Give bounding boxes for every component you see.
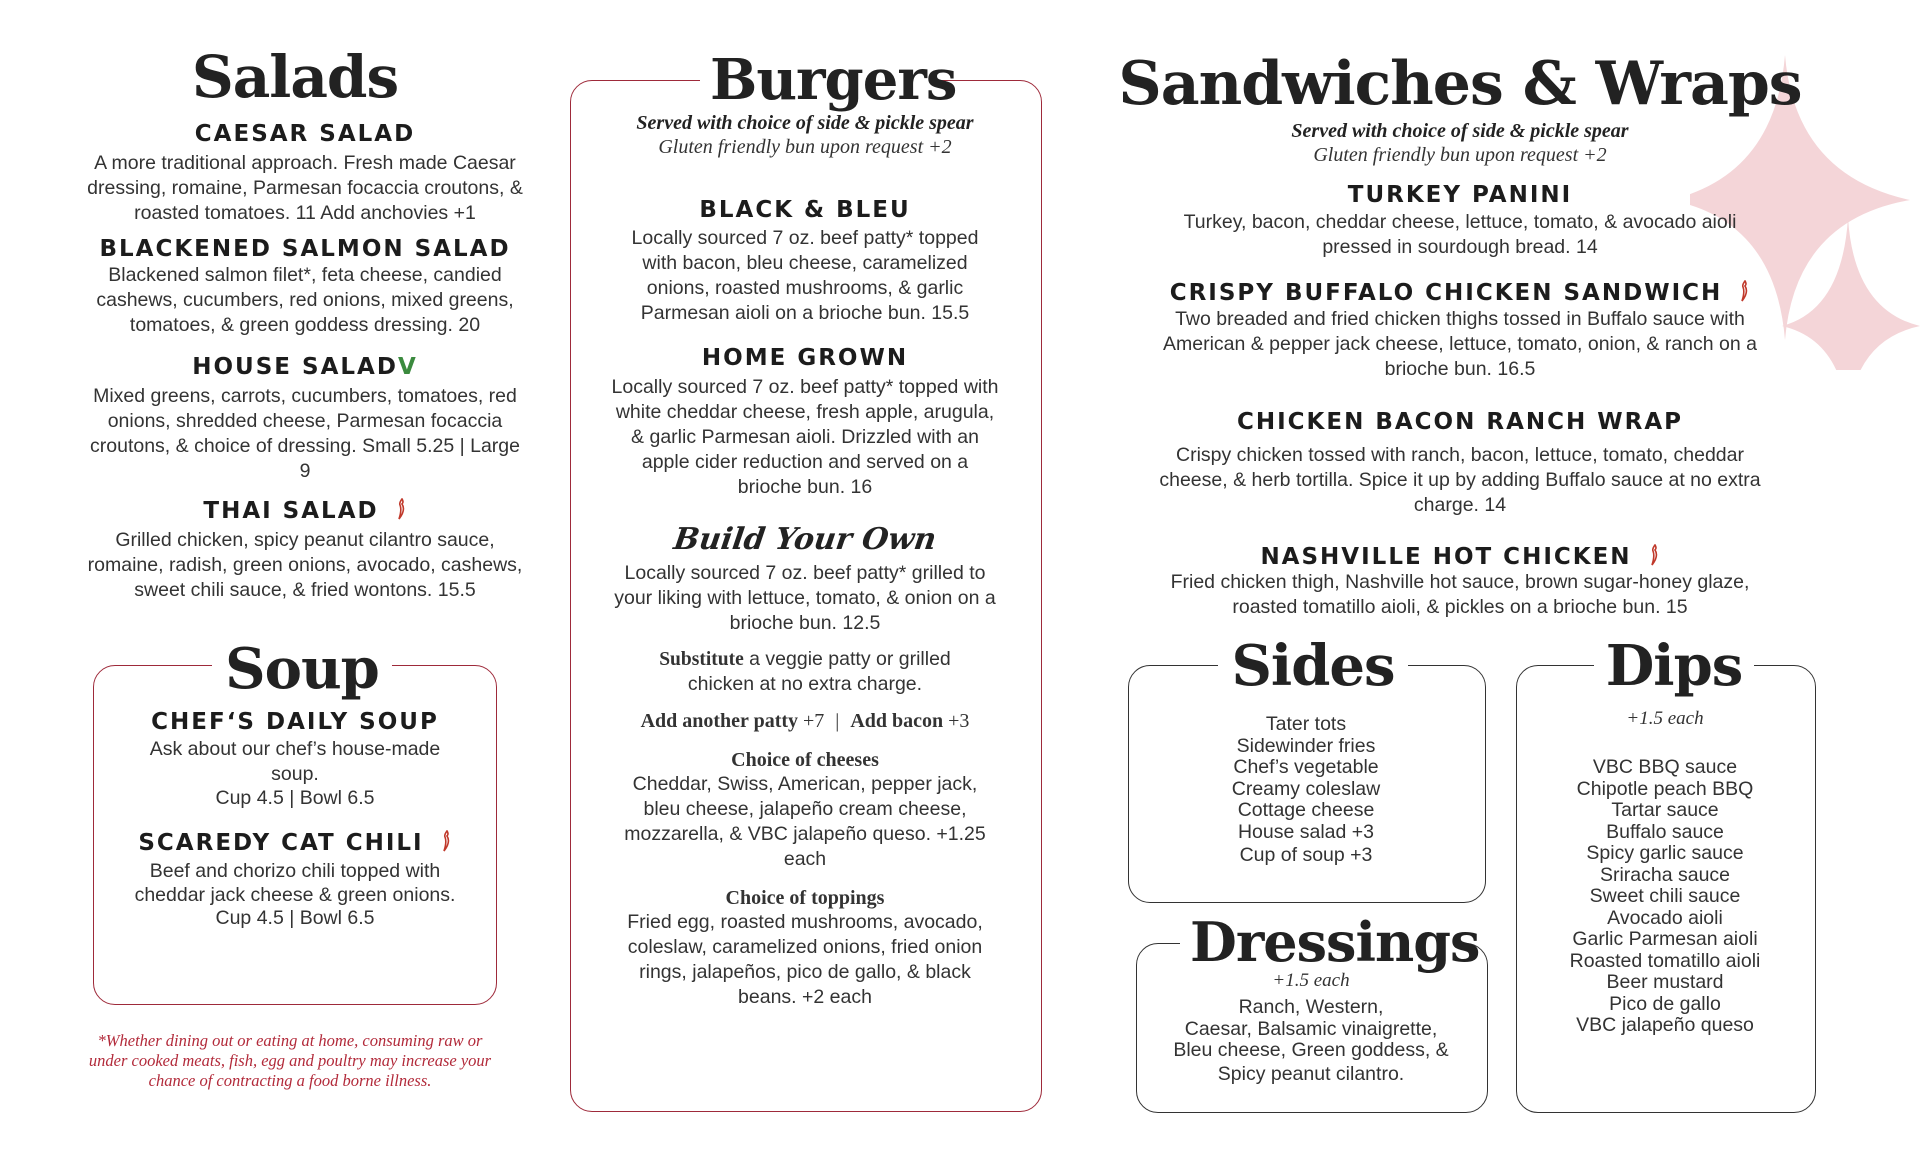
item-name: HOME GROWN — [701, 345, 909, 372]
dips-title: Dips — [1594, 638, 1754, 694]
list-item: Sriracha sauce — [1599, 863, 1731, 886]
salads-title: Salads — [191, 43, 399, 111]
burgers-subtitle: Served with choice of side & pickle spear — [636, 112, 974, 134]
dips-note: +1.5 each — [1626, 708, 1704, 729]
toppings-title: Choice of toppings — [725, 886, 885, 909]
menu-item — [85, 355, 525, 484]
list-item: Ranch, Western, — [1238, 996, 1384, 1018]
item-description: Mixed greens, carrots, cucumbers, tomatoes, red onions, shredded cheese, Parmesan focaccia croutons, & choice of dressing. Small 5.25 | Large 9 — [90, 384, 520, 482]
item-description: Locally sourced 7 oz. beef patty* topped with white cheddar cheese, fresh apple, arugula, & garlic Parmesan aioli. Drizzled with an apple cider reduction and served on a brioche bun. 16 — [611, 375, 999, 498]
menu-item — [1145, 410, 1775, 518]
list-item: VBC BBQ sauce — [1592, 756, 1738, 778]
sides-list — [1140, 714, 1472, 867]
add-bacon-price: +3 — [943, 709, 970, 732]
item-name: CAESAR SALAD — [194, 121, 416, 147]
item-name: TURKEY PANINI — [1347, 182, 1573, 208]
menu-item — [1145, 183, 1775, 260]
dips-content — [1520, 708, 1810, 1037]
list-item: Tartar sauce — [1611, 799, 1719, 821]
list-item: Roasted tomatillo aioli — [1569, 949, 1761, 972]
dressings-content — [1140, 970, 1482, 1085]
menu-item — [85, 122, 525, 226]
item-name: NASHVILLE HOT CHICKEN — [1260, 543, 1632, 570]
list-item: Garlic Parmesan aioli — [1572, 928, 1758, 950]
burgers-subnote: Gluten friendly bun upon request +2 — [658, 136, 952, 158]
list-item: Sidewinder fries — [1236, 734, 1376, 757]
dressings-list — [1140, 997, 1482, 1085]
dips-list — [1520, 757, 1810, 1037]
dressings-note: +1.5 each — [1272, 970, 1350, 991]
menu-item — [600, 198, 1010, 326]
item-description: Beef and chorizo chili topped with cheddar jack cheese & green onions. — [134, 859, 456, 906]
sides-title: Sides — [1218, 638, 1408, 694]
item-description: Ask about our chef’s house-made soup. — [149, 738, 441, 786]
chili-icon — [440, 830, 452, 852]
item-name: CRISPY BUFFALO CHICKEN SANDWICH — [1169, 280, 1723, 307]
vegetarian-icon: V — [397, 353, 418, 380]
chili-icon — [1738, 280, 1750, 302]
substitute-note — [600, 647, 1010, 697]
item-name: CHEF‘S DAILY SOUP — [151, 709, 439, 735]
list-item: Creamy coleslaw — [1231, 777, 1381, 800]
sandwiches-content — [1145, 120, 1775, 620]
menu-item — [1145, 280, 1775, 381]
item-description: Grilled chicken, spicy peanut cilantro sauce, romaine, radish, green onions, avocado, cashews, sweet chili sauce, & fried wontons. 15.5 — [87, 529, 523, 602]
list-item: Avocado aioli — [1607, 906, 1723, 929]
separator: | — [835, 709, 840, 732]
list-item: Spicy garlic sauce — [1586, 842, 1744, 864]
sandwiches-subtitle: Served with choice of side & pickle spear — [1291, 120, 1629, 142]
toppings-description: Fried egg, roasted mushrooms, avocado, coleslaw, caramelized onions, fried onion rings, jalapeños, pico de gallo, & black beans. +2 each — [627, 910, 983, 1008]
byo-title: Build Your Own — [671, 521, 939, 557]
soup-title: Soup — [212, 641, 392, 697]
menu-item — [110, 710, 480, 809]
list-item: Spicy peanut cilantro. — [1217, 1062, 1405, 1085]
salads-list — [85, 122, 525, 603]
list-item: Cup of soup +3 — [1239, 844, 1373, 866]
menu-item — [1145, 544, 1775, 620]
menu-item — [110, 830, 480, 928]
item-name: HOUSE SALAD — [192, 353, 398, 380]
burgers-content — [600, 112, 1010, 1010]
substitute-label: Substitute — [659, 648, 744, 670]
item-name: BLACK & BLEU — [699, 197, 911, 223]
item-price: Cup 4.5 | Bowl 6.5 — [215, 787, 375, 810]
burgers-title: Burgers — [700, 52, 932, 108]
cheeses-description: Cheddar, Swiss, American, pepper jack, bleu cheese, jalapeño cream cheese, mozzarella, & VBC jalapeño queso. +1.25 each — [624, 772, 986, 870]
item-description: Blackened salmon filet*, feta cheese, candied cashews, cucumbers, red onions, mixed greens, tomatoes, & green goddess dressing. 20 — [96, 263, 514, 336]
item-price: Cup 4.5 | Bowl 6.5 — [215, 906, 375, 929]
menu-item — [85, 498, 525, 603]
build-your-own — [600, 522, 1010, 1010]
item-name: CHICKEN BACON RANCH WRAP — [1236, 408, 1683, 435]
list-item: Chipotle peach BBQ — [1576, 777, 1754, 800]
item-description: Locally sourced 7 oz. beef patty* topped with bacon, bleu cheese, caramelized onions, roasted mushrooms, & garlic Parmesan aioli on a brioche bun. 15.5 — [631, 227, 979, 325]
list-item: Buffalo sauce — [1606, 820, 1724, 843]
chili-icon — [1648, 544, 1660, 566]
menu-item — [85, 237, 525, 337]
list-item: Bleu cheese, Green goddess, & — [1173, 1039, 1449, 1061]
sandwiches-subnote: Gluten friendly bun upon request +2 — [1313, 144, 1607, 166]
list-item: Beer mustard — [1606, 971, 1724, 993]
list-item: Tater tots — [1265, 713, 1347, 735]
list-item: Pico de gallo — [1609, 992, 1721, 1015]
add-ons-row — [600, 709, 1010, 734]
cheeses-title: Choice of cheeses — [731, 748, 879, 771]
list-item: Sweet chili sauce — [1589, 885, 1741, 907]
item-name: BLACKENED SALMON SALAD — [99, 236, 511, 263]
item-description: A more traditional approach. Fresh made Caesar dressing, romaine, Parmesan focaccia croutons, & roasted tomatoes. 11 Add anchovies +1 — [87, 152, 523, 225]
add-patty-label: Add another patty — [640, 709, 799, 732]
dressings-title: Dressings — [1180, 915, 1462, 969]
list-item: Chef’s vegetable — [1233, 756, 1379, 778]
substitute-text: a veggie patty or grilled chicken at no extra charge. — [687, 647, 951, 695]
add-patty-price: +7 — [798, 709, 825, 732]
byo-description: Locally sourced 7 oz. beef patty* grilled to your liking with lettuce, tomato, & onion on a brioche bun. 12.5 — [614, 561, 996, 634]
item-description: Two breaded and fried chicken thighs tossed in Buffalo sauce with American & pepper jack cheese, lettuce, tomato, onion, & ranch on a brioche bun. 16.5 — [1162, 307, 1757, 380]
list-item: Caesar, Balsamic vinaigrette, — [1184, 1017, 1438, 1040]
item-name: THAI SALAD — [203, 497, 379, 524]
soup-list — [110, 710, 480, 929]
add-bacon-label: Add bacon — [850, 709, 944, 732]
sandwiches-title: Sandwiches & Wraps — [1118, 49, 1802, 119]
item-description: Crispy chicken tossed with ranch, bacon, lettuce, tomato, cheddar cheese, & herb tortilla. Spice it up by adding Buffalo sauce at no extra charge. 14 — [1159, 443, 1761, 516]
food-safety-disclaimer: *Whether dining out or eating at home, consuming raw or under cooked meats, fish, egg and poultry may increase your chance of contracting a food borne illness. — [88, 1031, 492, 1090]
item-name: SCAREDY CAT CHILI — [138, 830, 424, 857]
menu-item — [600, 346, 1010, 499]
item-description: Turkey, bacon, cheddar cheese, lettuce, tomato, & avocado aioli pressed in sourdough bread. 14 — [1183, 211, 1737, 259]
chili-icon — [395, 498, 407, 520]
item-description: Fried chicken thigh, Nashville hot sauce, brown sugar-honey glaze, roasted tomatillo aioli, & pickles on a brioche bun. 15 — [1170, 571, 1750, 619]
list-item: Cottage cheese — [1237, 799, 1375, 821]
list-item: House salad +3 — [1237, 820, 1375, 843]
list-item: VBC jalapeño queso — [1576, 1014, 1754, 1036]
